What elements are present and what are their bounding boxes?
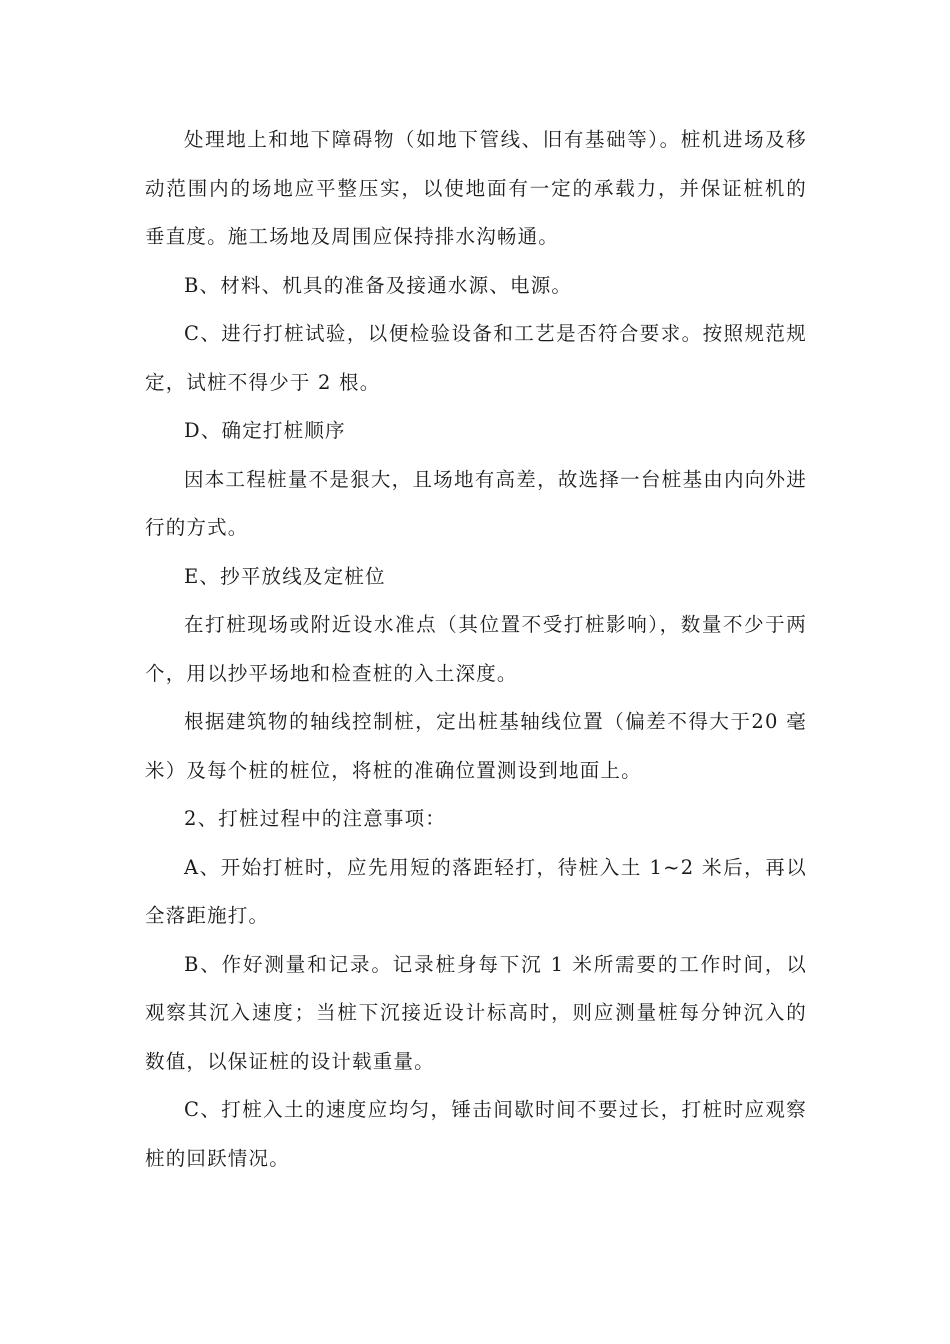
document-body <box>145 116 807 1183</box>
paragraph-materials-prep: B、材料、机具的准备及接通水源、电源。 <box>184 273 573 297</box>
paragraph-piling-sequence: 因本工程桩量不是狠大，且场地有高差，故选择一台桩基由内向外进行的方式。 <box>145 467 807 539</box>
heading-piling-sequence: D、确定打桩顺序 <box>184 419 346 442</box>
paragraph-axis-positioning: 根据建筑物的轴线控制桩，定出桩基轴线位置（偏差不得大于20 毫米）及每个桩的桩位，将桩的准确位置测设到地面上。 <box>145 710 807 782</box>
paragraph-benchmarks: 在打桩现场或附近设水准点（其位置不受打桩影响），数量不少于两个，用以抄平场地和检查桩的入土深度。 <box>145 613 807 685</box>
paragraph-piling-speed: C、打桩入土的速度应均匀，锤击间歇时间不要过长，打桩时应观察桩的回跃情况。 <box>145 1098 807 1170</box>
paragraph-start-piling: A、开始打桩时，应先用短的落距轻打，待桩入土 1~2 米后，再以全落距施打。 <box>145 855 807 927</box>
heading-piling-precautions: 2、打桩过程中的注意事项： <box>184 807 447 830</box>
paragraph-obstacle-removal: 处理地上和地下障碍物（如地下管线、旧有基础等）。桩机进场及移动范围内的场地应平整压实，以使地面有一定的承载力，并保证桩机的垂直度。施工场地及周围应保持排水沟畅通。 <box>145 128 807 248</box>
heading-leveling-layout: E、抄平放线及定桩位 <box>184 564 386 588</box>
paragraph-measurement-records: B、作好测量和记录。记录桩身每下沉 1 米所需要的工作时间，以观察其沉入速度；当桩下沉接近设计标高时，则应测量桩每分钟沉入的数值，以保证桩的设计载重量。 <box>145 952 807 1073</box>
paragraph-test-piling: C、进行打桩试验，以便检验设备和工艺是否符合要求。按照规范规定，试桩不得少于 2 根。 <box>145 322 807 394</box>
